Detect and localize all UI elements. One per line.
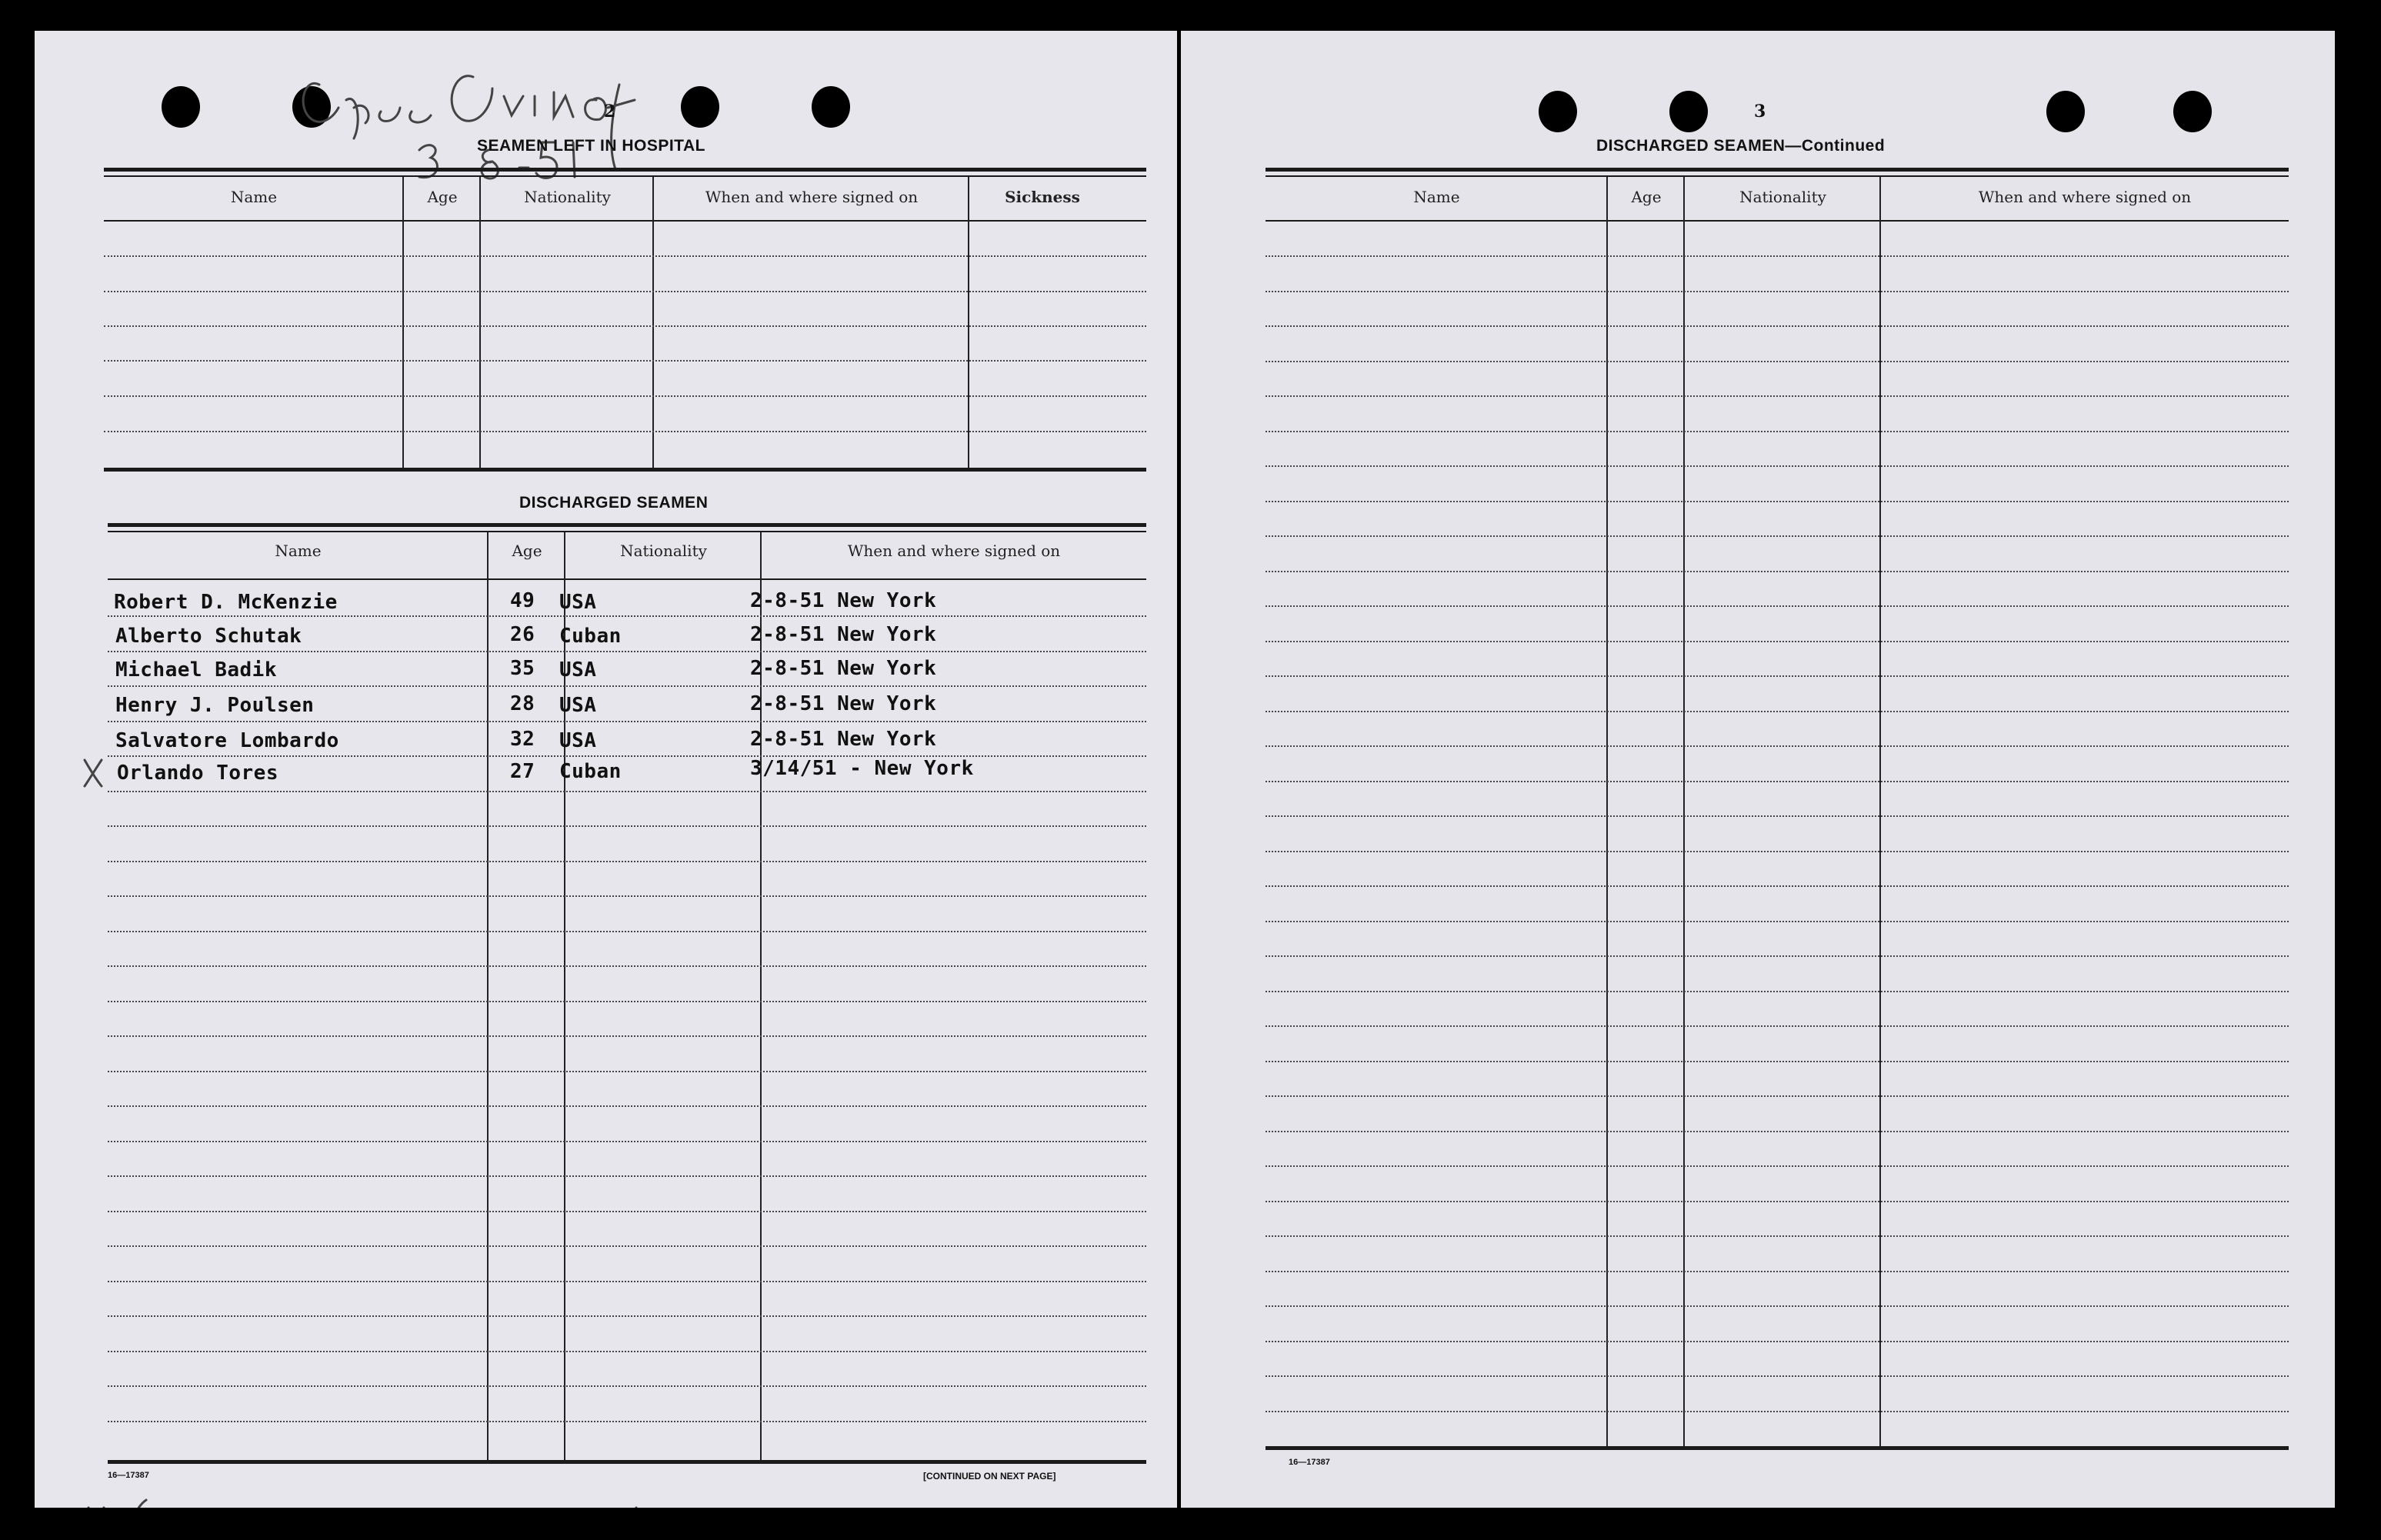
row-line [1266, 851, 2289, 852]
rule [108, 523, 1146, 527]
punch-hole [812, 86, 850, 128]
rule [1266, 220, 2289, 222]
hospital-row-line [104, 255, 1146, 257]
seaman-name: Robert D. McKenzie [114, 591, 338, 614]
row-line [108, 791, 1146, 792]
row-line [1266, 1131, 2289, 1132]
row-line [1266, 675, 2289, 677]
seaman-nationality: USA [559, 694, 597, 717]
row-line [1266, 1305, 2289, 1307]
hospital-col-nationality: Nationality [524, 188, 611, 206]
hospital-col-sickness: Sickness [1005, 188, 1080, 206]
row-line [1266, 501, 2289, 502]
seaman-signed-on: 2-8-51 New York [750, 692, 937, 715]
rule [1266, 168, 2289, 172]
row-line [108, 685, 1146, 687]
row-line [1266, 1375, 2289, 1377]
row-line [108, 755, 1146, 757]
row-line [1266, 255, 2289, 257]
seaman-age: 26 [510, 623, 535, 646]
hospital-row-line [104, 360, 1146, 362]
seaman-age: 35 [510, 657, 535, 680]
continued-col-age: Age [1631, 188, 1662, 206]
column-divider [652, 177, 654, 469]
seaman-signed-on: 2-8-51 New York [750, 728, 937, 751]
seaman-signed-on: 2-8-51 New York [750, 589, 937, 612]
row-line [1266, 571, 2289, 572]
row-line [1266, 641, 2289, 642]
row-line [1266, 1341, 2289, 1342]
rule [104, 168, 1146, 172]
handwritten-footer-note [81, 1477, 758, 1508]
row-line [108, 1245, 1146, 1247]
row-line [1266, 1235, 2289, 1237]
seaman-age: 27 [510, 760, 535, 783]
seaman-age: 28 [510, 692, 535, 715]
rule [104, 175, 1146, 177]
row-line [1266, 1271, 2289, 1272]
hospital-row-line [104, 291, 1146, 292]
seaman-name: Alberto Schutak [115, 625, 302, 648]
column-divider [402, 177, 404, 469]
row-line [108, 1141, 1146, 1142]
handwritten-header-note [288, 54, 765, 185]
column-divider [1683, 177, 1685, 1446]
continued-col-nationality: Nationality [1739, 188, 1826, 206]
seaman-signed-on: 2-8-51 New York [750, 623, 937, 646]
left-page [35, 31, 1177, 1508]
seaman-nationality: Cuban [559, 760, 622, 783]
row-line [1266, 815, 2289, 817]
column-divider [1606, 177, 1608, 1446]
row-line [1266, 431, 2289, 432]
seaman-name: Henry J. Poulsen [115, 694, 315, 717]
row-line [1266, 885, 2289, 887]
row-line [108, 1175, 1146, 1177]
page-number: 2 [604, 102, 616, 122]
row-line [1266, 781, 2289, 782]
hospital-col-name: Name [230, 188, 278, 206]
rule [1266, 175, 2289, 177]
row-line [108, 825, 1146, 827]
row-line [1266, 921, 2289, 922]
row-line [108, 1001, 1146, 1002]
hospital-col-age: Age [427, 188, 458, 206]
discharged-col-nationality: Nationality [620, 542, 707, 560]
rule [108, 531, 1146, 532]
row-line [1266, 991, 2289, 992]
seaman-age: 32 [510, 728, 535, 751]
row-line [1266, 1061, 2289, 1062]
row-line [1266, 291, 2289, 292]
seaman-name: Salvatore Lombardo [115, 729, 339, 752]
row-line [1266, 325, 2289, 327]
row-line [1266, 465, 2289, 467]
rule [108, 578, 1146, 580]
seaman-name: Orlando Tores [117, 762, 278, 785]
row-line [1266, 361, 2289, 362]
row-line [108, 895, 1146, 897]
hospital-col-signed-on: When and where signed on [705, 188, 919, 206]
seaman-signed-on: 3/14/51 - New York [750, 757, 974, 780]
right-page [1181, 31, 2335, 1508]
discharged-col-age: Age [512, 542, 542, 560]
hospital-row-line [104, 431, 1146, 432]
row-line [108, 1071, 1146, 1072]
row-line [108, 1351, 1146, 1352]
seaman-nationality: USA [559, 658, 597, 682]
row-line [108, 861, 1146, 862]
rule [1266, 1446, 2289, 1450]
row-line [1266, 395, 2289, 397]
seaman-age: 49 [510, 589, 535, 612]
page-number: 3 [1754, 102, 1766, 122]
row-line [108, 965, 1146, 967]
seaman-name: Michael Badik [115, 658, 277, 682]
rule [108, 1460, 1146, 1464]
discharged-col-name: Name [275, 542, 322, 560]
row-line [1266, 1201, 2289, 1202]
row-line [1266, 1165, 2289, 1167]
hospital-row-line [104, 395, 1146, 397]
column-divider [487, 532, 489, 1463]
row-line [1266, 535, 2289, 537]
hospital-section-title: SEAMEN LEFT IN HOSPITAL [477, 137, 705, 155]
row-line [108, 1211, 1146, 1212]
row-line [108, 1421, 1146, 1422]
row-line [108, 931, 1146, 932]
discharged-section-title: DISCHARGED SEAMEN [519, 494, 709, 512]
punch-hole [2046, 91, 2085, 132]
rule [104, 468, 1146, 472]
row-line [1266, 1095, 2289, 1097]
discharged-col-signed-on: When and where signed on [847, 542, 1061, 560]
seaman-signed-on: 2-8-51 New York [750, 657, 937, 680]
row-line [108, 1281, 1146, 1282]
continued-col-name: Name [1413, 188, 1460, 206]
punch-hole [162, 86, 200, 128]
row-line [1266, 605, 2289, 607]
continued-note: [CONTINUED ON NEXT PAGE] [923, 1471, 1056, 1482]
column-divider [479, 177, 481, 469]
row-line [108, 651, 1146, 652]
row-line [108, 1035, 1146, 1037]
column-divider [1879, 177, 1881, 1446]
form-number: 16—17387 [108, 1471, 149, 1480]
row-line [1266, 1411, 2289, 1412]
row-line [1266, 745, 2289, 747]
seaman-nationality: USA [559, 729, 597, 752]
punch-hole [1669, 91, 1708, 132]
row-line [1266, 1025, 2289, 1027]
form-number: 16—17387 [1289, 1458, 1330, 1467]
row-line [108, 1315, 1146, 1317]
column-divider [968, 177, 969, 469]
hospital-row-line [104, 325, 1146, 327]
row-line [108, 615, 1146, 617]
row-line [1266, 955, 2289, 957]
punch-hole [1539, 91, 1577, 132]
rule [104, 220, 1146, 222]
row-line [108, 1105, 1146, 1107]
checkmark-x-icon [77, 754, 108, 788]
row-line [108, 1385, 1146, 1387]
seaman-nationality: USA [559, 591, 597, 614]
seaman-nationality: Cuban [559, 625, 622, 648]
punch-hole [2173, 91, 2212, 132]
continued-col-signed-on: When and where signed on [1978, 188, 2192, 206]
discharged-continued-title: DISCHARGED SEAMEN—Continued [1596, 137, 1886, 155]
row-line [1266, 711, 2289, 712]
row-line [108, 721, 1146, 722]
